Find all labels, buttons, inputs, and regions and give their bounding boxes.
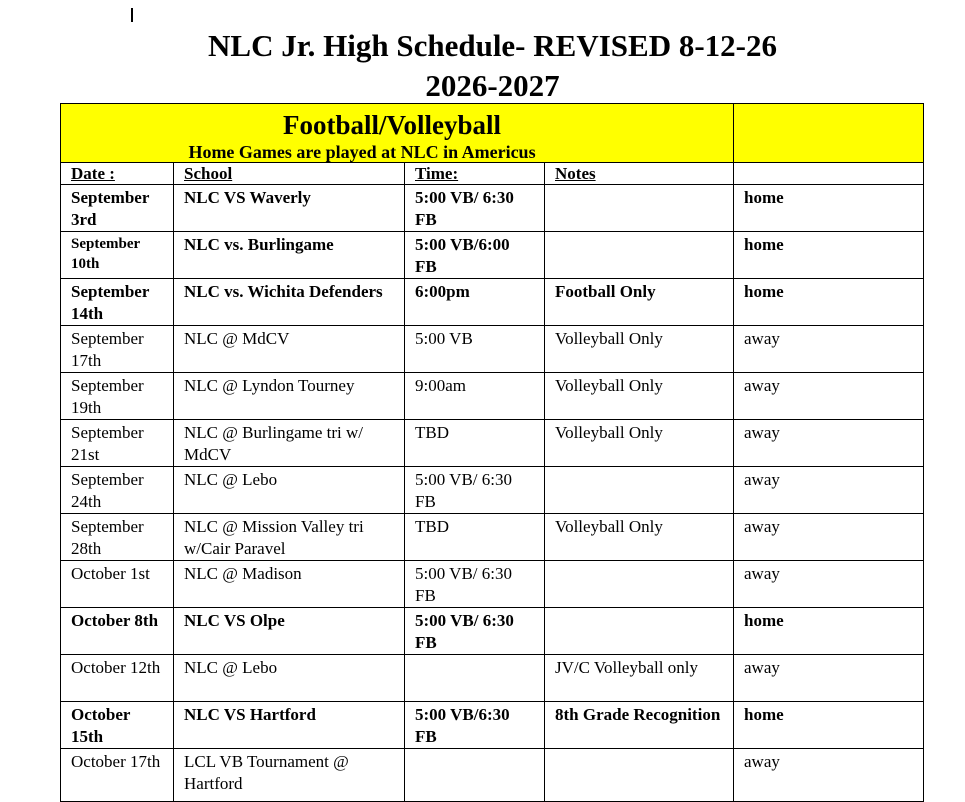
- time-cell: 5:00 VB/ 6:30 FB: [405, 608, 545, 655]
- column-header-date: Date :: [61, 163, 174, 185]
- schedule-table: [60, 103, 924, 802]
- notes-cell: [545, 608, 734, 655]
- date-cell: October 15th: [61, 702, 174, 749]
- table-row: [61, 232, 924, 279]
- school-cell: LCL VB Tournament @ Hartford: [174, 749, 405, 802]
- section-subtitle: Home Games are played at NLC in Americus: [188, 142, 536, 162]
- location-cell: home: [734, 185, 924, 232]
- date-cell: September 10th: [61, 232, 174, 279]
- table-row: [61, 326, 924, 373]
- time-cell: [405, 749, 545, 802]
- notes-cell: JV/C Volleyball only: [545, 655, 734, 702]
- table-row: [61, 185, 924, 232]
- notes-cell: [545, 232, 734, 279]
- notes-cell: Volleyball Only: [545, 420, 734, 467]
- school-cell: NLC @ Madison: [174, 561, 405, 608]
- school-cell: NLC @ Lebo: [174, 467, 405, 514]
- time-cell: TBD: [405, 420, 545, 467]
- notes-cell: Volleyball Only: [545, 326, 734, 373]
- document-title: NLC Jr. High Schedule- REVISED 8-12-26: [208, 28, 777, 63]
- notes-cell: [545, 467, 734, 514]
- column-header-school: School: [174, 163, 405, 185]
- date-cell: September 19th: [61, 373, 174, 420]
- table-row: [61, 749, 924, 802]
- date-cell: September 24th: [61, 467, 174, 514]
- time-cell: 5:00 VB/6:30 FB: [405, 702, 545, 749]
- location-cell: away: [734, 467, 924, 514]
- time-cell: 5:00 VB/ 6:30 FB: [405, 467, 545, 514]
- time-cell: TBD: [405, 514, 545, 561]
- location-cell: home: [734, 279, 924, 326]
- date-cell: September 21st: [61, 420, 174, 467]
- date-cell: September 3rd: [61, 185, 174, 232]
- table-row: [61, 514, 924, 561]
- table-row: [61, 608, 924, 655]
- date-cell: September 14th: [61, 279, 174, 326]
- school-cell: NLC @ MdCV: [174, 326, 405, 373]
- date-cell: October 8th: [61, 608, 174, 655]
- school-cell: NLC VS Waverly: [174, 185, 405, 232]
- table-row: [61, 655, 924, 702]
- location-cell: away: [734, 749, 924, 802]
- notes-cell: [545, 749, 734, 802]
- notes-cell: 8th Grade Recognition: [545, 702, 734, 749]
- time-cell: 5:00 VB/6:00 FB: [405, 232, 545, 279]
- school-cell: NLC VS Olpe: [174, 608, 405, 655]
- notes-cell: [545, 561, 734, 608]
- school-cell: NLC vs. Wichita Defenders: [174, 279, 405, 326]
- table-row: [61, 420, 924, 467]
- location-cell: home: [734, 232, 924, 279]
- column-header-location: [734, 163, 924, 185]
- location-cell: away: [734, 326, 924, 373]
- section-title: Football/Volleyball: [282, 110, 502, 140]
- time-cell: 5:00 VB/ 6:30 FB: [405, 185, 545, 232]
- time-cell: [405, 655, 545, 702]
- location-cell: home: [734, 702, 924, 749]
- table-row: [61, 561, 924, 608]
- notes-cell: Volleyball Only: [545, 514, 734, 561]
- table-row: [61, 467, 924, 514]
- notes-cell: [545, 185, 734, 232]
- table-row: [61, 373, 924, 420]
- school-cell: NLC @ Mission Valley tri w/Cair Paravel: [174, 514, 405, 561]
- time-cell: 6:00pm: [405, 279, 545, 326]
- school-cell: NLC @ Burlingame tri w/ MdCV: [174, 420, 405, 467]
- table-row: [61, 702, 924, 749]
- column-header-row: [61, 163, 924, 185]
- location-cell: home: [734, 608, 924, 655]
- notes-cell: Football Only: [545, 279, 734, 326]
- date-cell: October 12th: [61, 655, 174, 702]
- notes-cell: Volleyball Only: [545, 373, 734, 420]
- time-cell: 9:00am: [405, 373, 545, 420]
- location-cell: away: [734, 561, 924, 608]
- date-cell: September 28th: [61, 514, 174, 561]
- column-header-time: Time:: [405, 163, 545, 185]
- section-header-empty-cell: [734, 104, 924, 163]
- text-cursor: [131, 8, 133, 22]
- column-header-notes: Notes: [545, 163, 734, 185]
- table-row: [61, 279, 924, 326]
- location-cell: away: [734, 655, 924, 702]
- school-cell: NLC VS Hartford: [174, 702, 405, 749]
- location-cell: away: [734, 514, 924, 561]
- location-cell: away: [734, 420, 924, 467]
- section-header: [61, 104, 734, 163]
- date-cell: October 17th: [61, 749, 174, 802]
- time-cell: 5:00 VB/ 6:30 FB: [405, 561, 545, 608]
- document-year: 2026-2027: [425, 68, 560, 103]
- date-cell: October 1st: [61, 561, 174, 608]
- section-header-row: [61, 104, 924, 163]
- school-cell: NLC vs. Burlingame: [174, 232, 405, 279]
- time-cell: 5:00 VB: [405, 326, 545, 373]
- date-cell: September 17th: [61, 326, 174, 373]
- school-cell: NLC @ Lyndon Tourney: [174, 373, 405, 420]
- location-cell: away: [734, 373, 924, 420]
- school-cell: NLC @ Lebo: [174, 655, 405, 702]
